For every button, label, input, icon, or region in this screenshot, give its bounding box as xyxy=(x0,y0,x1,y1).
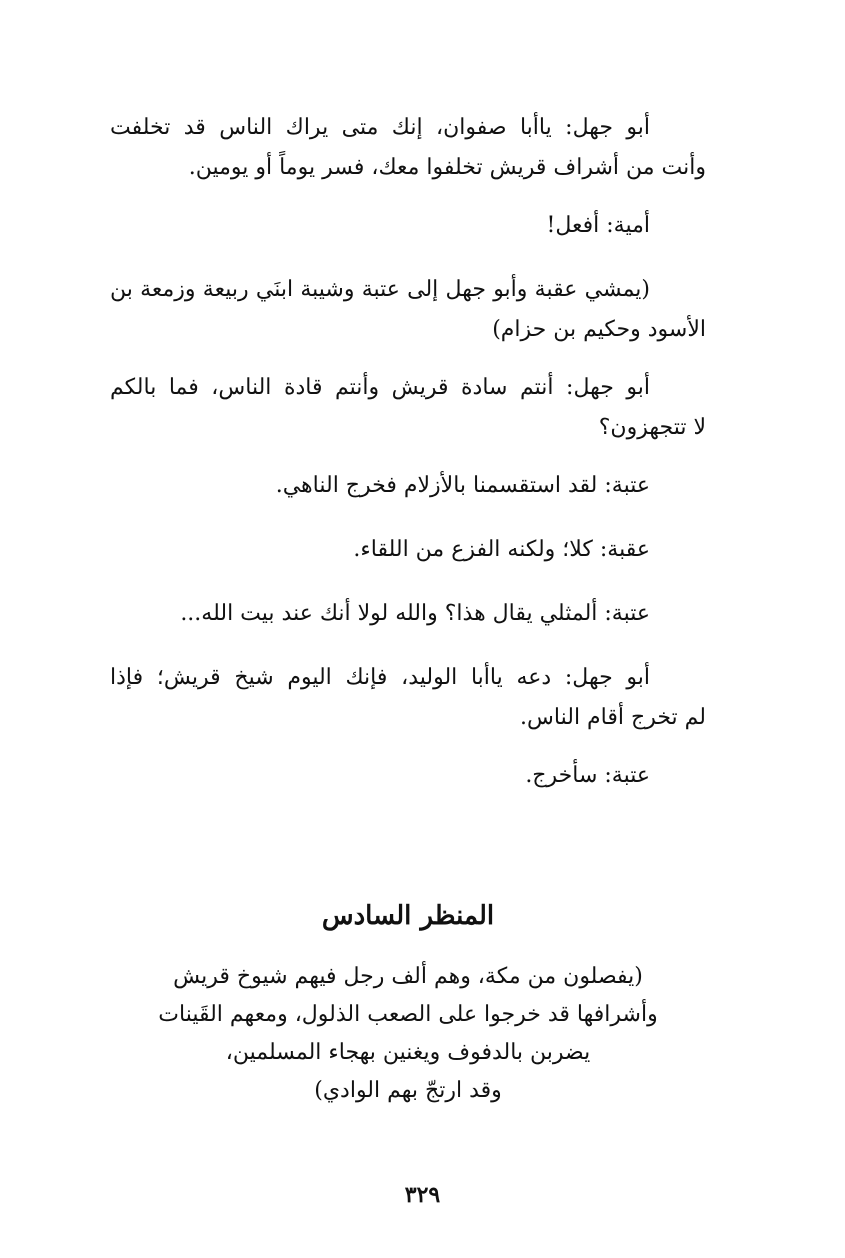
dialogue-line-utba-2: عتبة: ألمثلي يقال هذا؟ والله لولا أنك عند بيت الله... xyxy=(180,601,650,626)
scene-heading: المنظر السادس xyxy=(321,901,495,931)
paragraph-line: أبو جهل: ياأبا صفوان، إنك متى يراك الناس قد تخلفت xyxy=(110,115,650,140)
stage-direction-line: يضربن بالدفوف ويغنين بهجاء المسلمين، xyxy=(225,1040,591,1065)
dialogue-paragraph-abu-jahl-3 xyxy=(110,658,706,738)
stage-note-walk xyxy=(110,270,706,350)
stage-direction-line: وقد ارتجّ بهم الوادي) xyxy=(314,1078,502,1103)
dialogue-line-umayya: أمية: أفعل! xyxy=(546,213,650,238)
paragraph-line: (يمشي عقبة وأبو جهل إلى عتبة وشيبة ابنَي ربيعة وزمعة بن xyxy=(110,277,650,302)
paragraph-line: لم تخرج أقام الناس. xyxy=(520,705,706,730)
page-number: ٣٢٩ xyxy=(404,1182,441,1208)
paragraph-line: وأنت من أشراف قريش تخلفوا معك، فسر يوماً أو يومين. xyxy=(188,155,706,180)
dialogue-body xyxy=(110,108,706,820)
paragraph-line: أبو جهل: أنتم سادة قريش وأنتم قادة الناس، فما بالكم xyxy=(110,375,650,400)
stage-direction-line: وأشرافها قد خرجوا على الصعب الذلول، ومعهم القَينات xyxy=(158,1002,658,1027)
dialogue-paragraph-abu-jahl-1 xyxy=(110,108,706,188)
dialogue-line-utba-1: عتبة: لقد استقسمنا بالأزلام فخرج الناهي. xyxy=(275,473,650,498)
dialogue-paragraph-abu-jahl-2 xyxy=(110,368,706,448)
paragraph-line: أبو جهل: دعه ياأبا الوليد، فإنك اليوم شيخ قريش؛ فإذا xyxy=(110,665,650,690)
paragraph-line: لا تتجهزون؟ xyxy=(598,415,706,440)
stage-direction-line: (يفصلون من مكة، وهم ألف رجل فيهم شيوخ قريش xyxy=(173,964,643,989)
stage-direction xyxy=(110,958,706,1110)
dialogue-line-uqba: عقبة: كلا؛ ولكنه الفزع من اللقاء. xyxy=(353,537,650,562)
dialogue-line-utba-3: عتبة: سأخرج. xyxy=(525,763,650,788)
paragraph-line: الأسود وحكيم بن حزام) xyxy=(492,317,706,342)
